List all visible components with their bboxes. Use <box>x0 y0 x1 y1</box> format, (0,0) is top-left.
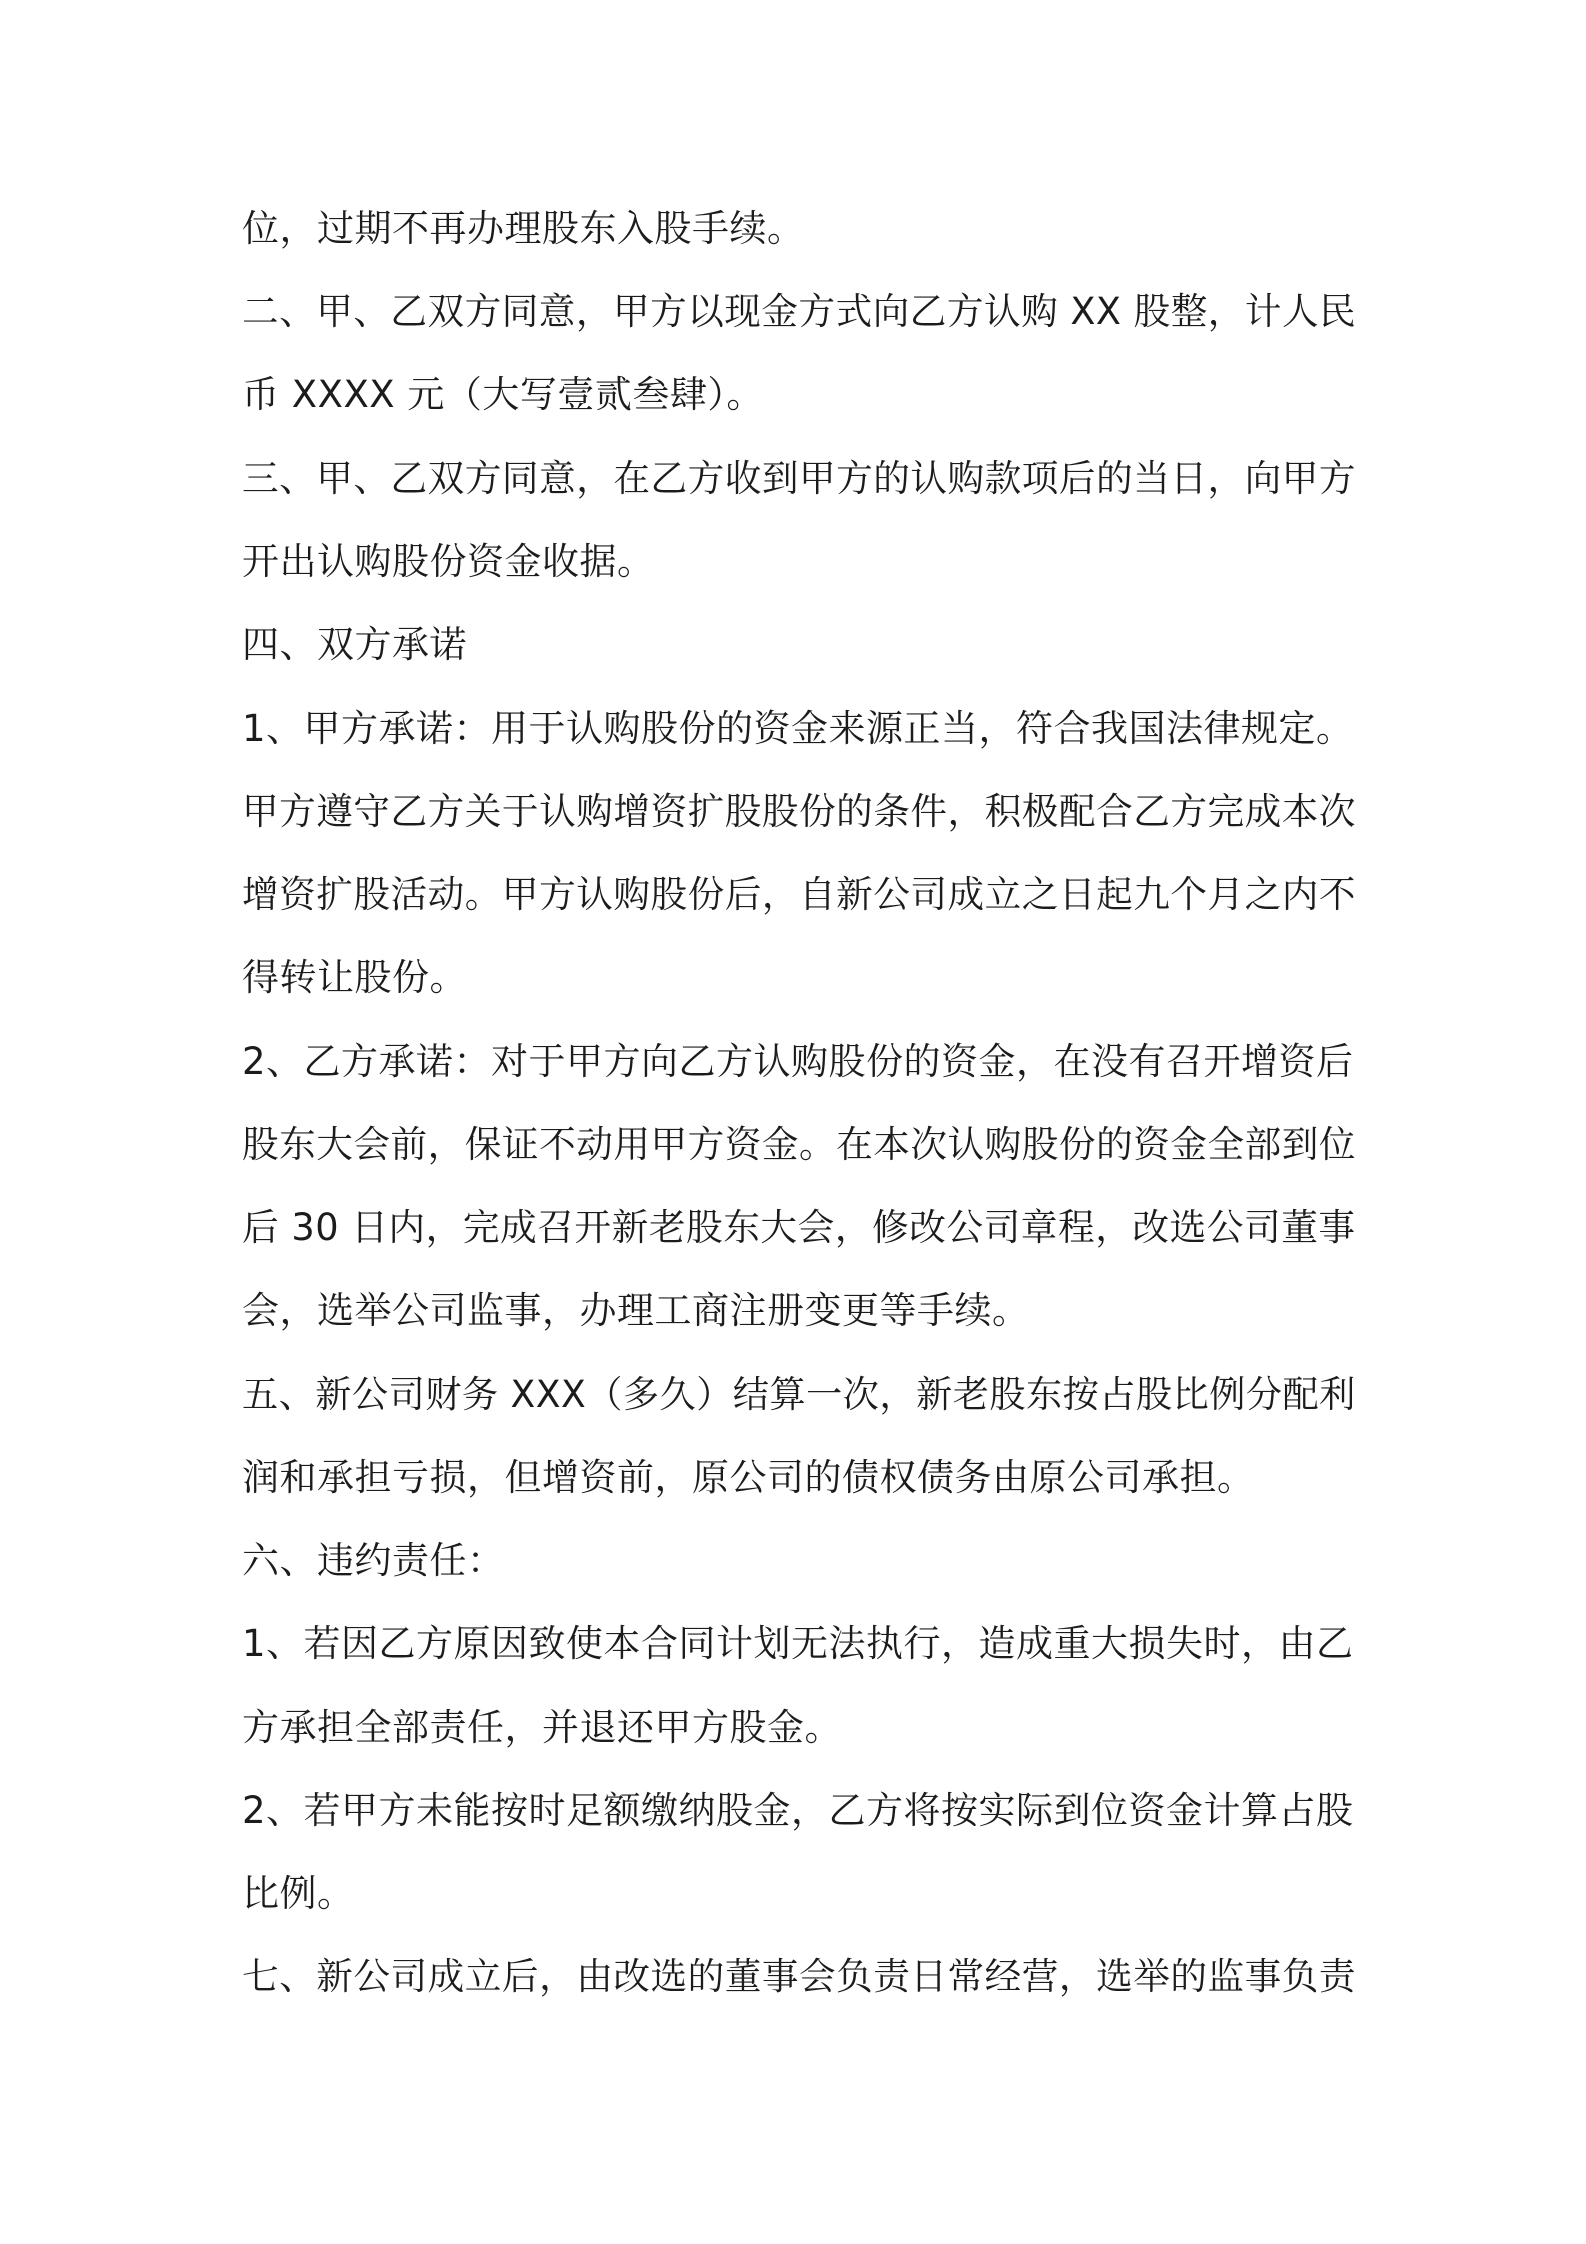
text-line: 甲方遵守乙方关于认购增资扩股股份的条件，积极配合乙方完成本次 <box>242 790 1356 833</box>
text-line: 五、新公司财务 XXX（多久）结算一次，新老股东按占股比例分配利 <box>242 1373 1356 1416</box>
text-line: 股东大会前，保证不动用甲方资金。在本次认购股份的资金全部到位 <box>242 1123 1356 1166</box>
text-line: 会，选举公司监事，办理工商注册变更等手续。 <box>242 1289 1030 1332</box>
text-line: 六、违约责任： <box>242 1539 505 1582</box>
text-line: 1、甲方承诺：用于认购股份的资金来源正当，符合我国法律规定。 <box>242 707 1354 750</box>
text-line: 后 30 日内，完成召开新老股东大会，修改公司章程，改选公司董事 <box>242 1206 1356 1249</box>
text-line: 润和承担亏损，但增资前，原公司的债权债务由原公司承担。 <box>242 1456 1255 1499</box>
text-line: 币 XXXX 元（大写壹贰叁肆）。 <box>242 373 764 416</box>
text-line: 七、新公司成立后，由改选的董事会负责日常经营，选举的监事负责 <box>242 1955 1356 1998</box>
text-line: 得转让股份。 <box>242 956 467 999</box>
text-line: 位，过期不再办理股东入股手续。 <box>242 207 805 250</box>
text-line: 三、甲、乙双方同意，在乙方收到甲方的认购款项后的当日，向甲方 <box>242 457 1356 500</box>
text-line: 增资扩股活动。甲方认购股份后，自新公司成立之日起九个月之内不 <box>242 873 1356 916</box>
text-line: 比例。 <box>242 1872 355 1915</box>
text-line: 2、乙方承诺：对于甲方向乙方认购股份的资金，在没有召开增资后 <box>242 1040 1354 1083</box>
text-line: 1、若因乙方原因致使本合同计划无法执行，造成重大损失时，由乙 <box>242 1622 1354 1665</box>
text-line: 方承担全部责任，并退还甲方股金。 <box>242 1706 842 1749</box>
text-line: 2、若甲方未能按时足额缴纳股金，乙方将按实际到位资金计算占股 <box>242 1789 1354 1832</box>
text-line: 二、甲、乙双方同意，甲方以现金方式向乙方认购 XX 股整，计人民 <box>242 290 1357 333</box>
text-line: 四、双方承诺 <box>242 623 467 666</box>
text-line: 开出认购股份资金收据。 <box>242 540 655 583</box>
